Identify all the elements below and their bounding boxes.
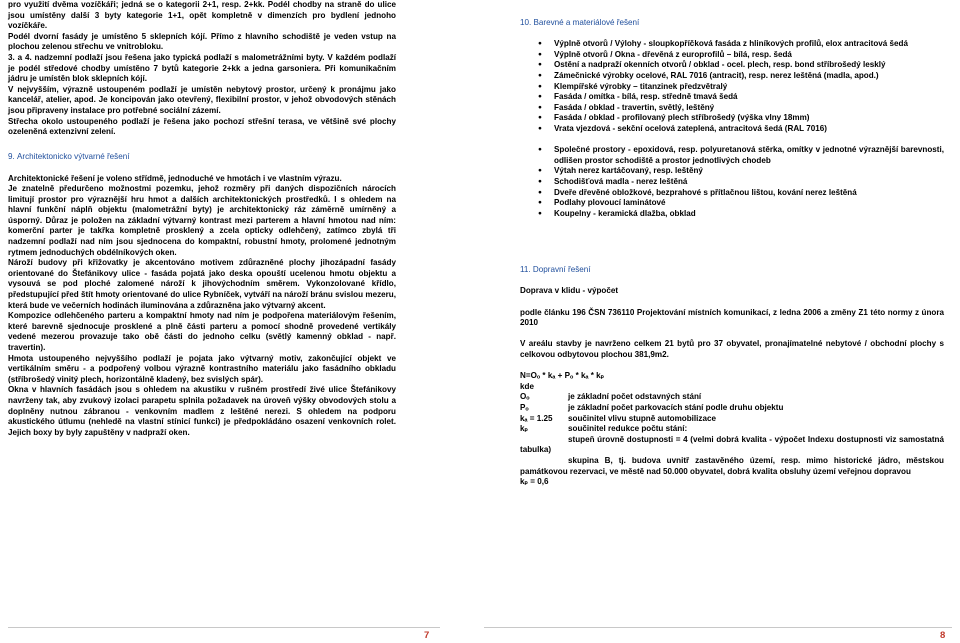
right-column bbox=[520, 18, 944, 488]
list-item: ● Ostění a nadpraží okenních otvorů / obklad - ocel. plech, resp. bond stříbrošedý lesklý bbox=[538, 60, 944, 71]
traffic-title: Doprava v klidu - výpočet bbox=[520, 286, 619, 296]
list-item: ● Koupelny - keramická dlažba, obklad bbox=[538, 209, 944, 220]
spacer bbox=[520, 297, 944, 308]
section-11-heading bbox=[520, 265, 944, 276]
spacer bbox=[8, 138, 396, 149]
footer-rule-left bbox=[8, 627, 440, 628]
spacer bbox=[520, 135, 944, 146]
section-11-number: 11. bbox=[520, 265, 531, 275]
list-item: ● Podlahy plovoucí laminátové bbox=[538, 198, 944, 209]
intro-paragraph-1: pro využití dvěma vozíčkáři; jedná se o kategorii 2+1, resp. 2+kk. Podél chodby na straně do ulice jsou umístěny další 3 byty kategorie 1+1, opět kompletně v dimenzích pro bydlení jednoho vozíčkáře. bbox=[8, 0, 396, 31]
definition-text: je základní počet parkovacích stání podle druhu objektu bbox=[568, 403, 784, 412]
stupen-line-1: stupeň úrovně dostupnosti = 4 (velmi dobrá kvalita - výpočet Indexu dostupnosti viz samostatná tabulka) bbox=[520, 434, 944, 455]
section-9-paragraph-6: Okna v hlavních fasádách jsou s ohledem na akustiku v rušném prostředí živé ulice Štefánikovy navrženy tak, aby zvukový izolaci parapetu splnila požadavek na úroveň výšky obvodových stolu a doplněny nutnou zábranou - venkovním madlem z leštěné nerezi. S ohledem na podporu akustického útlumu (nehledě na vlastní stínicí funkci) je předpokládáno osazení venkovních rolet. Jejich boxy by byly zapuštěny v nadpraží oken. bbox=[8, 385, 396, 437]
page-number-left: 7 bbox=[424, 630, 430, 641]
intro-paragraph-4: V nejvyšším, výrazně ustoupeném podlaží je umístěn nebytový prostor, určený k pronájmu jako kancelář, atelier, apod. Je koncipován jako otevřený, flexibilní prostor, v jehož obvodových stěnách jsou připraveny instalace pro potřebné sociální zázemí. bbox=[8, 84, 396, 115]
spacer bbox=[520, 276, 944, 287]
intro-paragraph-2: Podél dvorní fasády je umístěno 5 sklepních kójí. Přímo z hlavního schodiště je veden vstup na plochou zelenou střechu ve vnitrobloku. bbox=[8, 31, 396, 52]
definition-text: je základní počet odstavných stání bbox=[568, 392, 702, 402]
page-number-right: 8 bbox=[940, 630, 946, 641]
section-10-title: Barevné a materiálové řešení bbox=[533, 18, 640, 27]
spacer bbox=[520, 329, 944, 340]
section-9-paragraph-5: Hmota ustoupeného nejvyššího podlaží je pojata jako výtvarný motiv, zakončující objekt ve vertikálním směru - a podpořený volbou výrazně kontrastního materiálu jako fasádního obkladu (stříbrošedý vinitý plech, horizontálně kladený, bez svislých spár). bbox=[8, 353, 396, 384]
definition-list bbox=[520, 392, 944, 434]
formula: N=Oₒ * kₐ + Pₒ * kₐ * kₚ bbox=[520, 371, 605, 381]
kde-label: kde bbox=[520, 381, 534, 391]
section-9-heading bbox=[8, 152, 396, 163]
section-9-title: Architektonicko výtvarné řešení bbox=[17, 152, 130, 162]
list-item: ● Klempířské výrobky – titanzinek předzvětralý bbox=[538, 82, 944, 93]
section-9-paragraph-4: Kompozice odlehčeného parteru a kompaktní hmoty nad ním je podpořena materiálovým řešením, které barevně sjednocuje prosklené a plně části parteru a pomocí shodně provedené vertikály vedené mezerou provazuje tako obě části do jednoho celku (světlý kamenný obklad - např. travertin). bbox=[8, 311, 396, 352]
list-item: ● Vrata vjezdová - sekční ocelová zateplená, antracitová šedá (RAL 7016) bbox=[538, 124, 944, 135]
spacer bbox=[520, 361, 944, 372]
list-item: ● Fasáda / obklad - profilovaný plech stříbrošedý (výška vlny 18mm) bbox=[538, 113, 944, 124]
list-item: ● Společné prostory - epoxidová, resp. polyuretanová stěrka, omítky v jednotné výraznější barevnosti, odlišen prostor schodiště a prostor jednotlivých chodeb bbox=[538, 145, 944, 166]
intro-paragraph-5: Střecha okolo ustoupeného podlaží je řešena jako pochozí střešní terasa, ve většině své plochy ozeleněná extenzivní zelení. bbox=[8, 116, 396, 137]
definition-symbol: Pₒ bbox=[520, 403, 529, 412]
definition-text: součinitel redukce počtu stání: bbox=[568, 424, 688, 434]
list-item: ● Výplně otvorů / Výlohy - sloupkopříčková fasáda z hliníkových profilů, elox antracitová šedá bbox=[538, 39, 944, 50]
definition-symbol: kₐ = 1.25 bbox=[520, 413, 553, 423]
definition-text: součinitel vlivu stupně automobilizace bbox=[568, 413, 716, 423]
spacer bbox=[8, 163, 396, 174]
materials-list bbox=[520, 39, 944, 134]
list-item: ● Fasáda / obklad - travertin, světlý, leštěný bbox=[538, 103, 944, 114]
section-11-title: Dopravní řešení bbox=[532, 265, 591, 275]
list-item: ● Výplně otvorů / Okna - dřevěná z europrofilů – bílá, resp. šedá bbox=[538, 50, 944, 61]
list-item: ● Fasáda / omítka - bílá, resp. středně tmavá šedá bbox=[538, 92, 944, 103]
intro-paragraph-3: 3. a 4. nadzemní podlaží jsou řešena jako typická podlaží s malometrážními byty. V každém podlaží je podél středové chodby umístěno 7 bytů kategorie 2+kk a jedna garsoniera. Při komunikačním jádru je umístěn blok sklepních kójí. bbox=[8, 52, 396, 84]
section-10-number: 10. bbox=[520, 18, 532, 27]
stupen-line-2: skupina B, tj. budova uvnitř zastavěného území, resp. mimo historické jádro, městskou památkovou rezervaci, ve městě nad 50.000 obyvatel, dobrá kvalita obsluhy území veřejnou dopravou bbox=[520, 455, 944, 476]
list-item: ● Schodišťová madla - nerez leštěná bbox=[538, 177, 944, 188]
footer-rule-right bbox=[484, 627, 952, 628]
definition-symbol: kₚ bbox=[520, 424, 528, 434]
interior-list bbox=[520, 145, 944, 219]
area-text: V areálu stavby je navrženo celkem 21 bytů pro 37 obyvatel, pronajímatelné nebytové / obchodní plochy s celkovou odbytovou plochou 381,9m2. bbox=[520, 339, 944, 360]
definition-symbol: Oₒ bbox=[520, 392, 530, 402]
left-column bbox=[8, 0, 396, 438]
spacer bbox=[520, 219, 944, 261]
list-item: ● Zámečnické výrobky ocelové, RAL 7016 (antracit), resp. nerez leštěná (madla, apod.) bbox=[538, 71, 944, 82]
section-9-paragraph-1: Architektonické řešení je voleno střídmě, jednoduché ve hmotách i ve vlastním výrazu. bbox=[8, 173, 342, 183]
kp-value: kₚ = 0,6 bbox=[520, 477, 549, 487]
list-item: ● Dveře dřevěné obložkové, bezprahové s přítlačnou lištou, kování nerez leštěná bbox=[538, 188, 944, 199]
list-item: ● Výtah nerez kartáčovaný, resp. leštěný bbox=[538, 166, 944, 177]
norm-text: podle článku 196 ČSN 736110 Projektování místních komunikací, z ledna 2006 a změny Z1 této normy z února 2010 bbox=[520, 307, 944, 328]
section-9-paragraph-3: Nároží budovy při křižovatky je akcentováno motivem zdůrazněné plochy jihozápadní fasády orientované do Štefánikovy ulice - fasáda pojatá jako deska opouští ucelenou hmotu objektu a vysouvá se pod ploché zalomené nároží k jihovýchodním směrem. Vykonzolované křídlo, předstupující před štít hmoty orientované do ulice Rybníček, vytváří na nároží bránu svislou mezeru, která bude ve večerních hodinách iluminována a zdůrazněna jako výtvarný akcent. bbox=[8, 258, 396, 310]
section-9-paragraph-2: Je znatelně předurčeno možnostmi pozemku, jehož rozměry při daných dispozičních nárocích limitují prostor pro výraznější hru hmot a dalších architektonických prostředků. I s ohledem na hlavní funkční náplň objektu (malometrážní byty) je architektonický ráz záměrně umírněný a úsporný. Důraz je položen na základní výtvarný kontrast mezi parterem a hlavní hmotou nad ním: komerční parter je takřka kompletně prosklený a zcela opticky odlehčený, zatímco zbylá tři nadzemní podlaží nad ním jsou sjednocena do kompaktní, robustní hmoty, prolomené jednotným rytmem jednoduchých obdélníkových oken. bbox=[8, 184, 396, 257]
spacer bbox=[520, 29, 944, 40]
section-10-heading bbox=[520, 18, 944, 29]
section-9-number: 9. bbox=[8, 152, 15, 162]
